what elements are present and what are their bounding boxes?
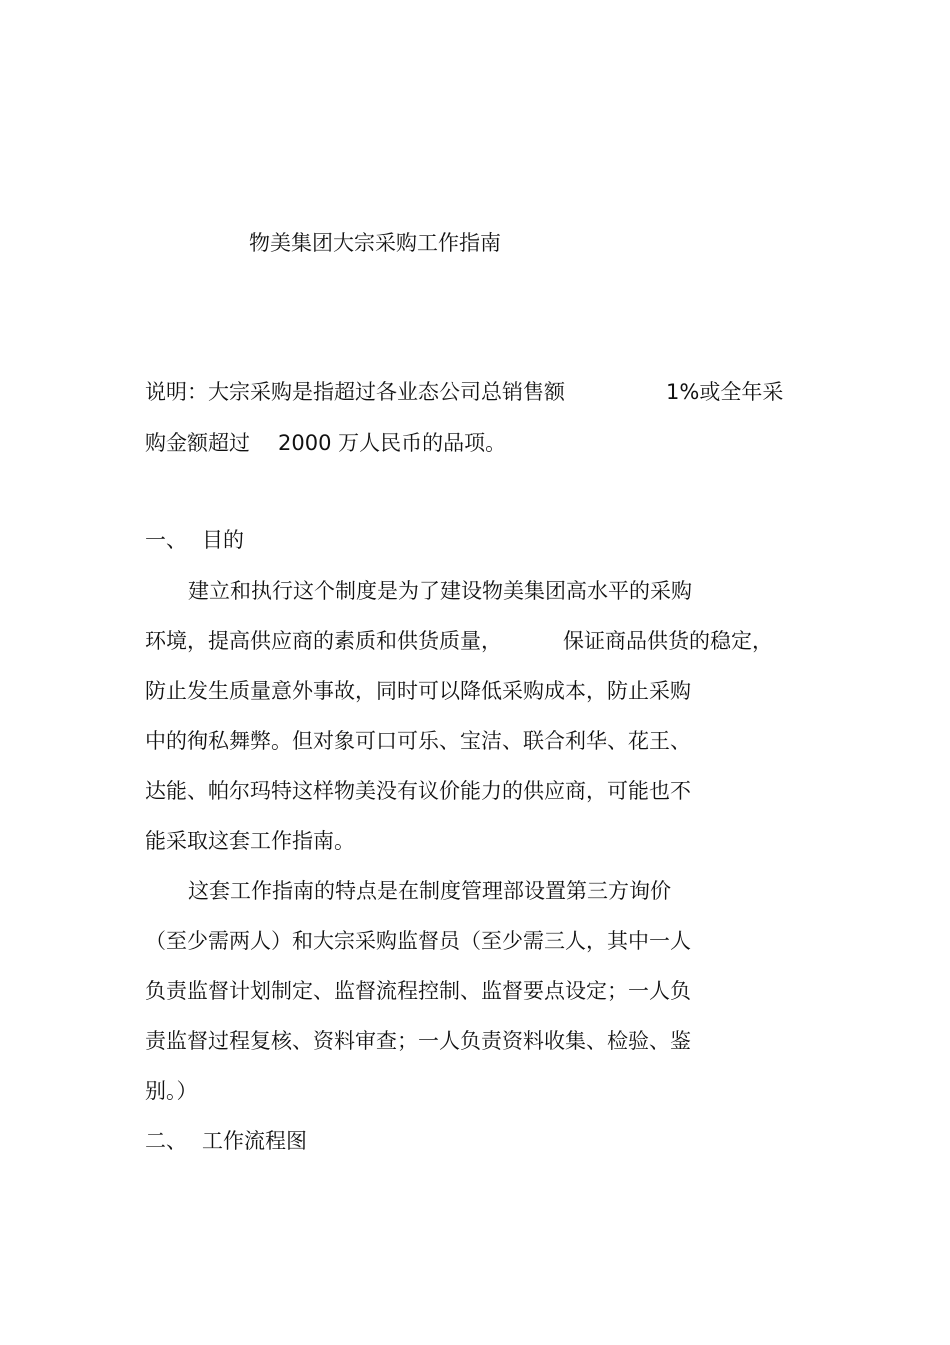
- section-1-para-2-line-5: 别。）: [145, 1079, 198, 1103]
- section-2-number: 二、: [145, 1129, 187, 1153]
- section-1-heading: 目的: [202, 528, 244, 552]
- section-1-para-1-line-6: 能采取这套工作指南。: [145, 829, 355, 853]
- section-1-para-1-line-2-part-2: 保证商品供货的稳定，: [563, 629, 773, 653]
- note-line-2-part-1: 购金额超过: [145, 431, 250, 455]
- section-1-para-2-line-4: 责监督过程复核、资料审查；一人负责资料收集、检验、鉴: [145, 1029, 691, 1053]
- section-2-heading: 工作流程图: [202, 1129, 307, 1153]
- section-1-para-2-line-3: 负责监督计划制定、监督流程控制、监督要点设定；一人负: [145, 979, 691, 1003]
- section-1-number: 一、: [145, 528, 187, 552]
- document-title: 物美集团大宗采购工作指南: [249, 231, 501, 255]
- section-1-para-2-line-1: 这套工作指南的特点是在制度管理部设置第三方询价: [188, 879, 671, 903]
- section-1-para-1-line-5: 达能、帕尔玛特这样物美没有议价能力的供应商，可能也不: [145, 779, 691, 803]
- section-1-para-1-line-2-part-1: 环境，提高供应商的素质和供货质量，: [145, 629, 502, 653]
- note-line-1-part-1: 说明：大宗采购是指超过各业态公司总销售额: [145, 380, 565, 404]
- section-1-para-1-line-3: 防止发生质量意外事故，同时可以降低采购成本，防止采购: [145, 679, 691, 703]
- note-line-2-part-2: 2000 万人民币的品项。: [278, 431, 507, 455]
- note-line-1-part-2: 1%或全年采: [666, 380, 784, 404]
- section-1-para-1-line-4: 中的徇私舞弊。但对象可口可乐、宝洁、联合利华、花王、: [145, 729, 691, 753]
- section-1-para-2-line-2: （至少需两人）和大宗采购监督员（至少需三人，其中一人: [145, 929, 691, 953]
- section-1-para-1-line-1: 建立和执行这个制度是为了建设物美集团高水平的采购: [188, 579, 692, 603]
